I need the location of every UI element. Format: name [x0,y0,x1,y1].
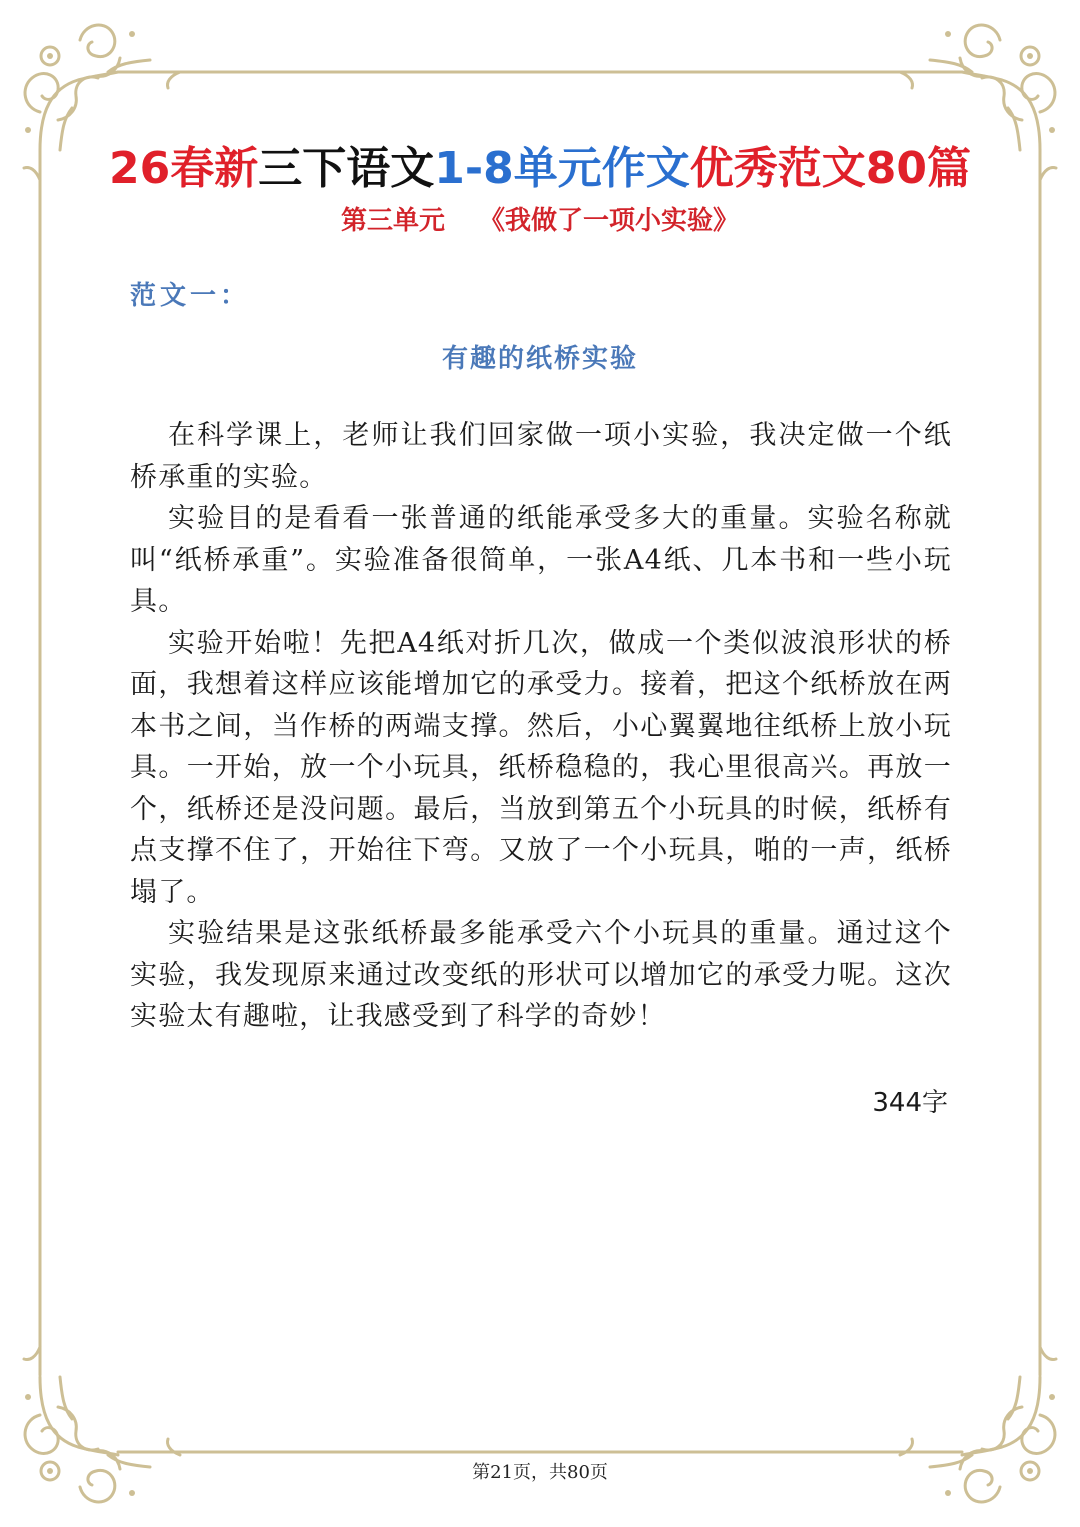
title-part-2: 三下语文 [258,143,435,194]
title-part-1: 26春新 [109,143,259,194]
essay-title: 有趣的纸桥实验 [441,344,638,374]
page-number: 第21页，共80页 [472,1462,608,1483]
essay-paragraph: 实验目的是看看一张普通的纸能承受多大的重量。实验名称就叫“纸桥承重”。实验准备很简单，一张A4纸、几本书和一些小玩具。 [130,503,952,617]
document-title [0,132,1080,196]
title-part-3: 1-8单元作文 [434,143,690,194]
essay-paragraph: 在科学课上，老师让我们回家做一项小实验，我决定做一个纸桥承重的实验。 [130,420,952,493]
essay-label: 范文一： [130,281,251,311]
essay-body [130,415,952,1038]
essay-paragraph: 实验结果是这张纸桥最多能承受六个小玩具的重量。通过这个实验，我发现原来通过改变纸的形状可以增加它的承受力呢。这次实验太有趣啦，让我感受到了科学的奇妙！ [130,918,952,1032]
topic-label: 《我做了一项小实验》 [479,206,740,236]
essay-paragraph: 实验开始啦！先把A4纸对折几次，做成一个类似波浪形状的桥面，我想着这样应该能增加它的承受力。接着，把这个纸桥放在两本书之间，当作桥的两端支撑。然后，小心翼翼地往纸桥上放小玩具。一开始，放一个小玩具，纸桥稳稳的，我心里很高兴。再放一个，纸桥还是没问题。最后，当放到第五个小玩具的时候，纸桥有点支撑不住了，开始往下弯。又放了一个小玩具，啪的一声，纸桥塌了。 [130,627,952,908]
unit-label: 第三单元 [340,206,445,236]
unit-subtitle [0,200,1080,237]
title-part-4: 优秀范文80篇 [689,143,971,194]
word-count: 344字 [872,1088,948,1118]
